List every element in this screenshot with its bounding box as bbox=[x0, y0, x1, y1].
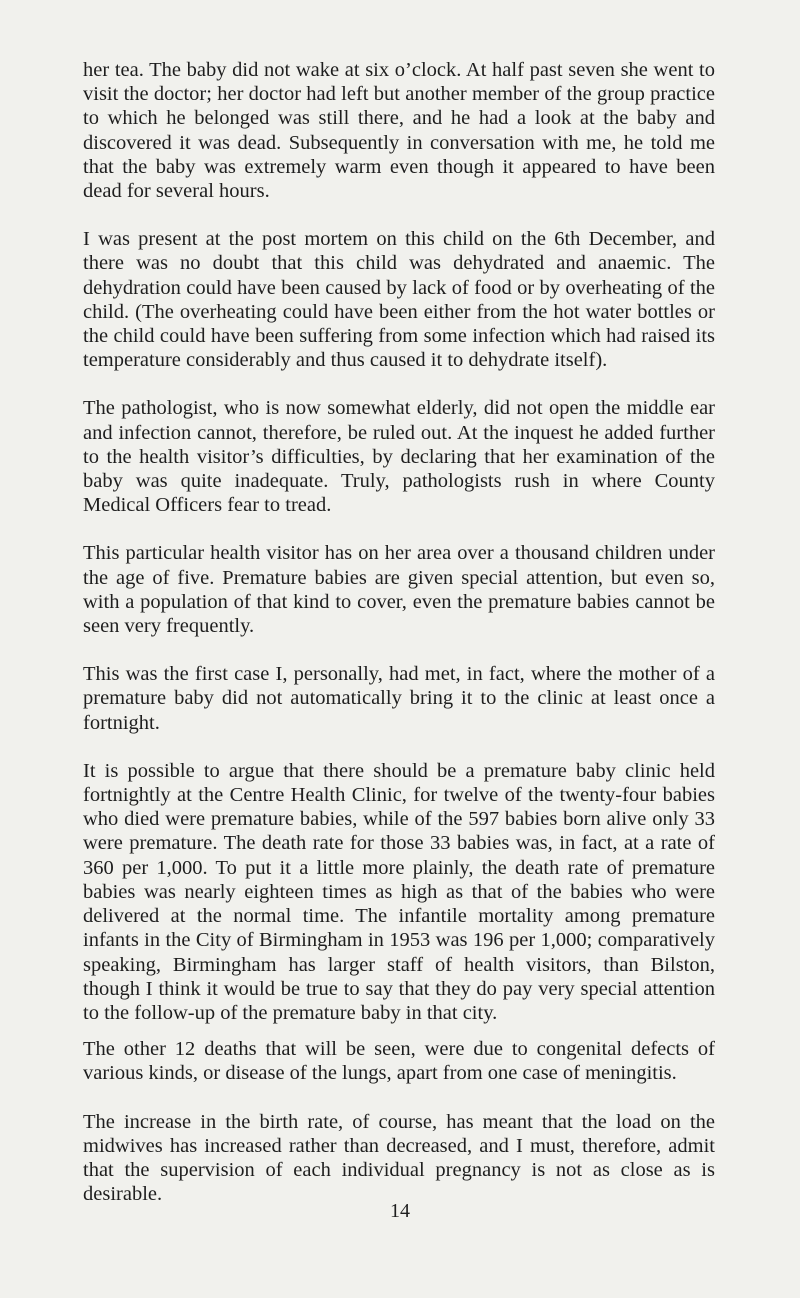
body-text bbox=[83, 58, 715, 1230]
paragraph-3: The pathologist, who is now somewhat elderly, did not open the middle ear and infection cannot, therefore, be ruled out. At the inquest he added further to the health visitor’s difficulties, by declaring that her examination of the baby was quite inadequate. Truly, pathologists rush in where County Medical Officers fear to tread. bbox=[83, 397, 715, 517]
paragraph-4: This particular health visitor has on her area over a thousand children under the age of five. Premature babies are given special attention, but even so, with a population of that kind to cover, even the premature babies cannot be seen very frequently. bbox=[83, 542, 715, 638]
paragraph-6: It is possible to argue that there should be a premature baby clinic held fortnightly at the Centre Health Clinic, for twelve of the twenty-four babies who died were premature babies, while of the 597 babies born alive only 33 were premature. The death rate for those 33 babies was, in fact, at a rate of 360 per 1,000. To put it a little more plainly, the death rate of premature babies was nearly eighteen times as high as that of the babies who were delivered at the normal time. The infantile mortality among premature infants in the City of Birmingham in 1953 was 196 per 1,000; comparatively speaking, Birmingham has larger staff of health visitors, than Bilston, though I think it would be true to say that they do pay very special attention to the follow-up of the premature baby in that city. bbox=[83, 759, 715, 1024]
paragraph-1: her tea. The baby did not wake at six o’clock. At half past seven she went to visit the doctor; her doctor had left but another member of the group practice to which he belonged was still there, and he had a look at the baby and discovered it was dead. Subsequently in conversation with me, he told me that the baby was extremely warm even though it appeared to have been dead for several hours. bbox=[83, 59, 715, 203]
paragraph-5: This was the first case I, personally, had met, in fact, where the mother of a premature baby did not automatically bring it to the clinic at least once a fortnight. bbox=[83, 663, 715, 734]
paragraph-7: The other 12 deaths that will be seen, were due to congenital defects of various kinds, or disease of the lungs, apart from one case of meningitis. bbox=[83, 1038, 715, 1085]
paragraph-8: The increase in the birth rate, of course, has meant that the load on the midwives has increased rather than decreased, and I must, therefore, admit that the supervision of each individual pregnancy is not as close as is desirable. bbox=[83, 1110, 715, 1206]
page-number: 14 bbox=[390, 1200, 410, 1222]
paragraph-2: I was present at the post mortem on this child on the 6th December, and there was no doubt that this child was dehydrated and anaemic. The dehydration could have been caused by lack of food or by overheating of the child. (The overheating could have been either from the hot water bottles or the child could have been suffering from some infection which had raised its temperature considerably and thus caused it to dehydrate itself). bbox=[83, 228, 715, 372]
